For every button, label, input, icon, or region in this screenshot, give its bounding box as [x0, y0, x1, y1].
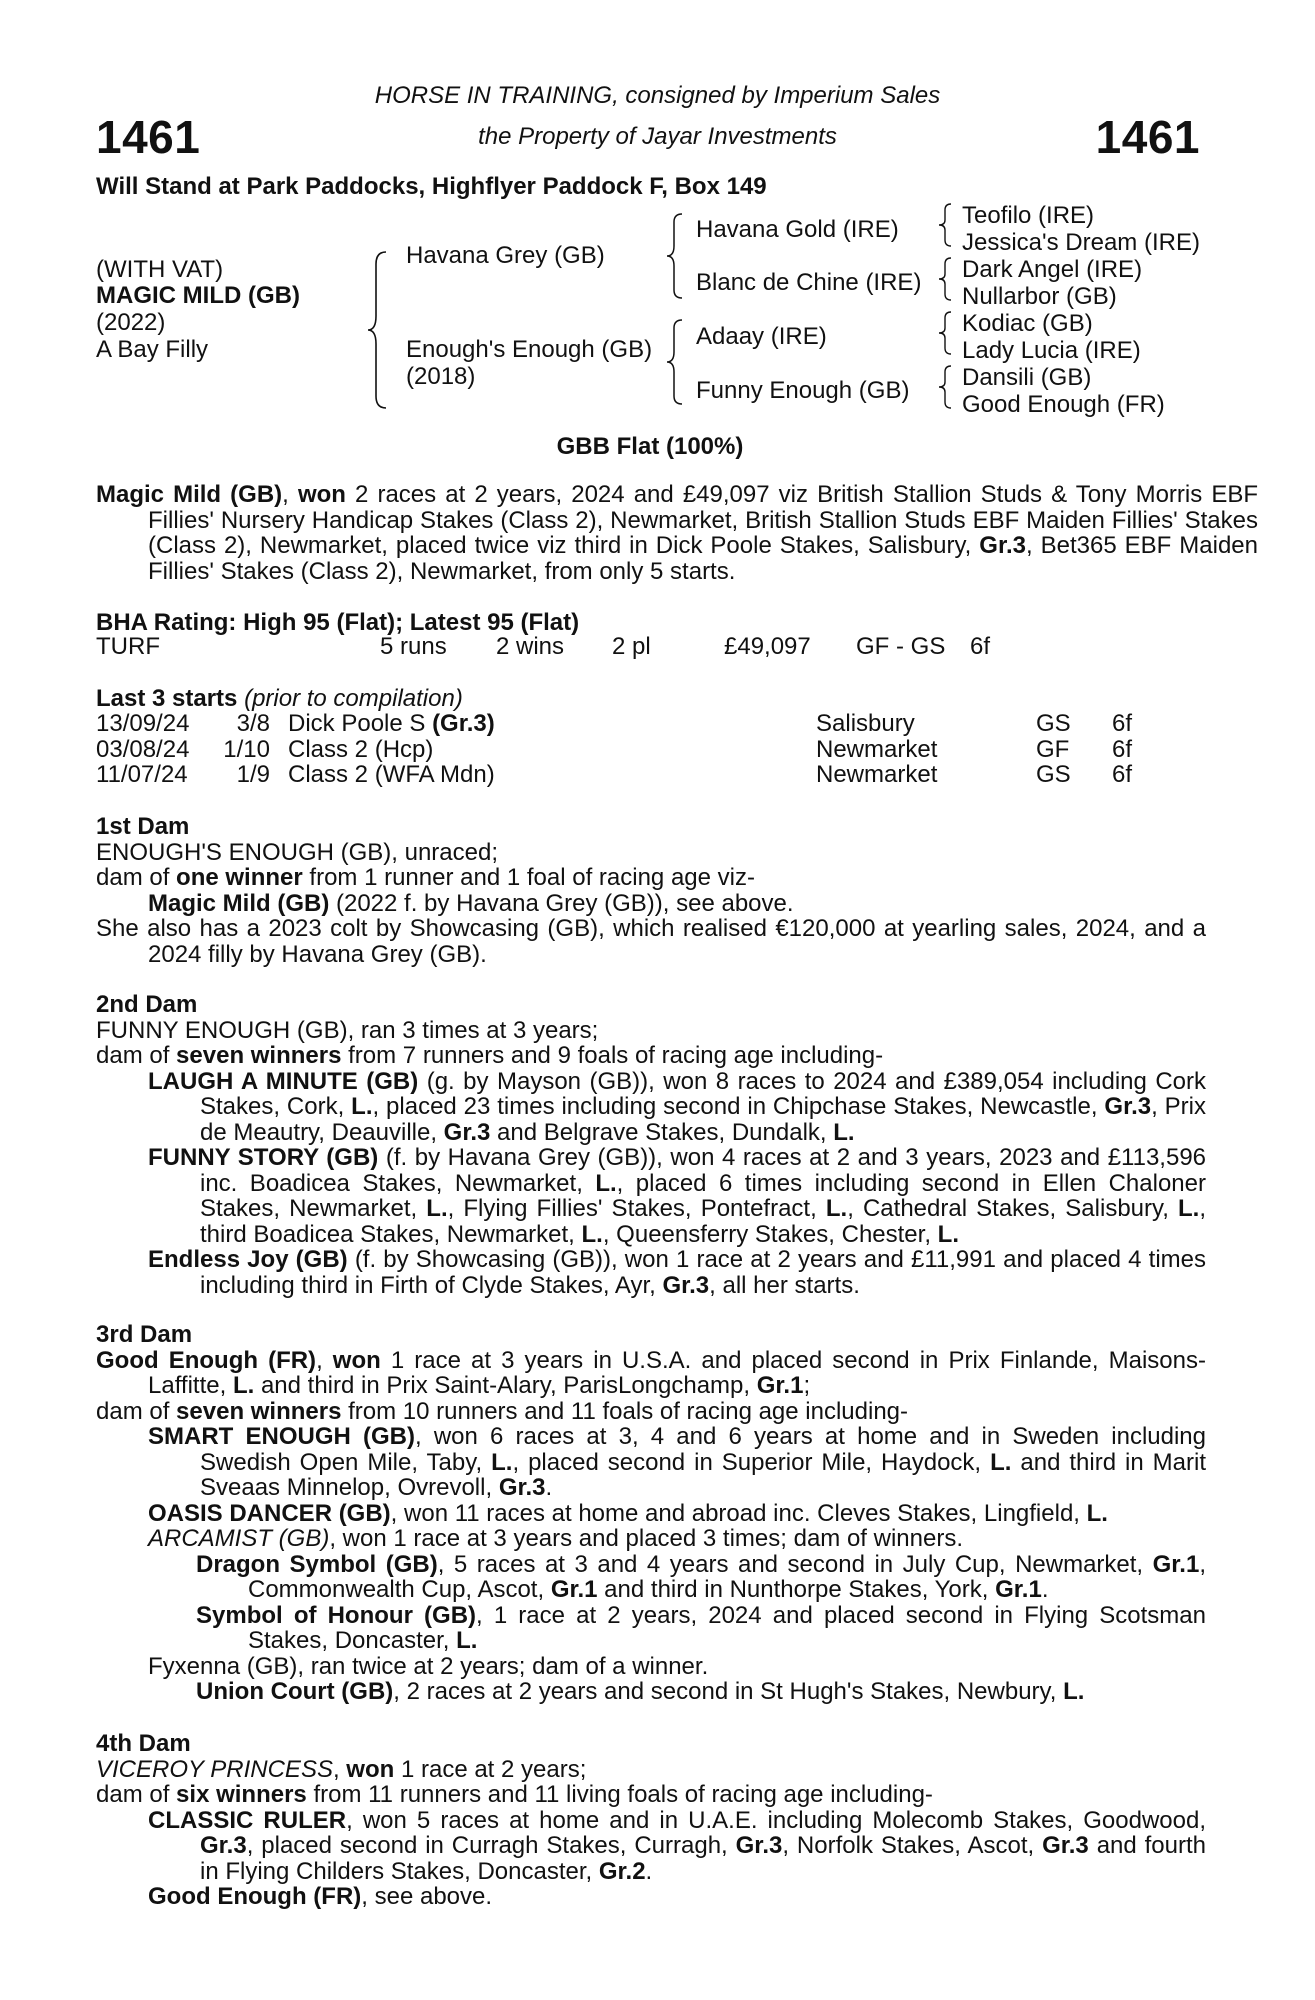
rating-placed: 2 pl	[612, 633, 651, 660]
last3-going-1: GS	[1036, 710, 1071, 737]
vat-label: (WITH VAT)	[96, 256, 224, 283]
first-dam-produce-a: dam of	[96, 864, 177, 891]
last3-dist-1: 6f	[1112, 710, 1133, 737]
lot-number-left: 1461	[96, 111, 201, 163]
entry-text: and third in Nunthorpe Stakes, York,	[597, 1576, 996, 1603]
listed-badge: L.	[232, 1372, 255, 1399]
last3-race-3: Class 2 (WFA Mdn)	[288, 761, 495, 788]
entry-text: , 2 races at 2 years and second in St Hugh's Stakes, Newbury,	[393, 1678, 1064, 1705]
third-dam-line-1	[96, 1348, 1206, 1399]
last3-dist-2: 6f	[1112, 736, 1133, 763]
second-dam-entry-3	[96, 1247, 1206, 1298]
pedigree-dam-sire: Adaay (IRE)	[696, 323, 827, 350]
last3-pos-2: 1/10	[223, 736, 270, 763]
pedigree-bracket-main	[368, 250, 394, 410]
rating-distance: 6f	[970, 633, 991, 660]
listed-badge: L.	[937, 1220, 959, 1248]
fourth-dam-entry-2	[96, 1884, 1206, 1910]
entry-name: Good Enough (FR)	[96, 1346, 317, 1374]
entry-text: , won 5 races at home and in U.A.E. including Molecomb Stakes, Goodwood,	[346, 1806, 1207, 1834]
entry-text: .	[545, 1474, 553, 1501]
gbb-flat: GBB Flat (100%)	[556, 433, 744, 460]
pedigree-g3: Dark Angel (IRE)	[962, 256, 1143, 283]
last3-date-1: 13/09/24	[96, 710, 190, 737]
listed-badge: L.	[1178, 1195, 1200, 1222]
grade-badge: Gr.3	[1104, 1093, 1152, 1120]
won-label: won	[332, 1346, 381, 1374]
entry-name: ARCAMIST (GB)	[148, 1525, 330, 1552]
first-dam-produce-line	[96, 865, 1206, 891]
third-dam-produce-c: from 10 runners and 11 foals of racing age including-	[341, 1397, 909, 1425]
pedigree-bracket-g1	[938, 202, 956, 248]
entry-name: Union Court (GB)	[196, 1678, 394, 1705]
third-dam-entry-4a	[96, 1679, 1206, 1705]
listed-badge: L.	[990, 1448, 1012, 1476]
entry-text: , 5 races at 3 and 4 years and second in July Cup, Newmarket,	[437, 1550, 1153, 1578]
second-dam-section	[96, 992, 1206, 1298]
entry-name: SMART ENOUGH (GB)	[148, 1423, 415, 1450]
third-dam-entry-2	[96, 1501, 1206, 1527]
last3-pos-3: 1/9	[236, 761, 270, 788]
grade-badge: Gr.3	[662, 1271, 710, 1299]
entry-text: , third Boadicea Stakes, Newmarket,	[200, 1195, 1206, 1248]
fourth-dam-line-1	[96, 1757, 1206, 1783]
last3-grade-1: (Gr.3)	[432, 710, 495, 737]
entry-text: , won 11 races at home and abroad inc. Cleves Stakes, Lingfield,	[390, 1499, 1087, 1527]
pedigree-sire: Havana Grey (GB)	[406, 242, 605, 269]
entry-text: , won 6 races at 3, 4 and 6 years at home and in Sweden including Swedish Open Mile, Taby,	[200, 1423, 1207, 1476]
entry-name: OASIS DANCER (GB)	[148, 1499, 391, 1527]
last3-note: (prior to compilation)	[244, 685, 463, 712]
fourth-dam-section	[96, 1731, 1206, 1910]
entry-name: FUNNY STORY (GB)	[148, 1144, 379, 1171]
entry-text: , Commonwealth Cup, Ascot,	[248, 1550, 1206, 1603]
pedigree-g5: Kodiac (GB)	[962, 310, 1093, 337]
entry-name: Dragon Symbol (GB)	[196, 1550, 438, 1578]
last3-dist-3: 6f	[1112, 761, 1133, 788]
first-dam-foal	[96, 891, 1206, 917]
fourth-dam-produce-c: from 11 runners and 11 living foals of racing age including-	[306, 1781, 933, 1808]
last3-race-2: Class 2 (Hcp)	[288, 736, 434, 763]
stand-location: Will Stand at Park Paddocks, Highflyer Paddock F, Box 149	[96, 173, 767, 200]
grade-badge: Gr.1	[995, 1576, 1042, 1603]
horse-name: MAGIC MILD (GB)	[96, 282, 300, 309]
summary-horse-name: Magic Mild (GB)	[96, 481, 283, 508]
listed-badge: L.	[491, 1448, 513, 1476]
pedigree-dam: Enough's Enough (GB)	[406, 336, 653, 363]
second-dam-produce-line	[96, 1043, 1206, 1069]
first-dam-section	[96, 814, 1206, 967]
first-dam-produce-c: from 1 runner and 1 foal of racing age viz-	[302, 864, 755, 891]
entry-text: , placed 6 times including second in Ellen Chaloner Stakes, Newmarket,	[200, 1169, 1206, 1222]
entry-text: .	[1041, 1576, 1049, 1603]
second-dam-heading: 2nd Dam	[96, 991, 198, 1018]
pedigree-bracket-dam	[666, 318, 688, 406]
grade-badge: Gr.2	[598, 1857, 646, 1885]
entry-text: , Prix de Meautry, Deauville,	[200, 1093, 1206, 1146]
pedigree-sire-sire: Havana Gold (IRE)	[696, 216, 899, 243]
entry-text: , Norfolk Stakes, Ascot,	[782, 1832, 1043, 1859]
summary-text-1: 2 races at 2 years, 2024 and £49,097 viz British Stallion Studs & Tony Morris EBF Fillies' Nursery Handicap Stakes (Class 2), Newmarket, British Stallion Studs EBF Maiden Fillies' Stakes (Class 2), Newmarket, placed twice viz third in Dick Poole Stakes, Salisbury,	[148, 481, 1259, 559]
entry-text: ,	[316, 1346, 333, 1374]
entry-name: Good Enough (FR)	[148, 1883, 362, 1910]
pedigree-g2: Jessica's Dream (IRE)	[962, 229, 1200, 256]
entry-text: , Queensferry Stakes, Chester,	[602, 1220, 938, 1248]
rating-wins: 2 wins	[496, 633, 565, 660]
lot-number-right: 1461	[1095, 111, 1200, 163]
grade-badge: Gr.1	[756, 1372, 804, 1399]
pedigree-g1: Teofilo (IRE)	[962, 202, 1095, 229]
listed-badge: L.	[1063, 1678, 1085, 1705]
fourth-dam-entry-1	[96, 1808, 1206, 1885]
entry-text: , placed second in Curragh Stakes, Curragh,	[246, 1832, 736, 1859]
last3-course-1: Salisbury	[816, 710, 915, 737]
entry-name: Symbol of Honour (GB)	[196, 1601, 477, 1629]
second-dam-line-1: FUNNY ENOUGH (GB), ran 3 times at 3 years;	[96, 1016, 599, 1044]
last3-going-3: GS	[1036, 761, 1071, 788]
property-line: the Property of Jayar Investments	[478, 123, 837, 150]
listed-badge: L.	[351, 1093, 373, 1120]
third-dam-entry-3a	[96, 1552, 1206, 1603]
last3-race-name-1: Dick Poole S	[288, 710, 433, 737]
listed-badge: L.	[456, 1627, 478, 1654]
pedigree-bracket-g3	[938, 310, 956, 356]
pedigree-g6: Lady Lucia (IRE)	[962, 337, 1141, 364]
first-dam-line-1: ENOUGH'S ENOUGH (GB), unraced;	[96, 838, 498, 866]
pedigree-g8: Good Enough (FR)	[962, 391, 1165, 418]
pedigree-bracket-g4	[938, 364, 956, 410]
third-dam-entry-1	[96, 1424, 1206, 1501]
listed-badge: L.	[595, 1169, 617, 1197]
horse-description: A Bay Filly	[96, 336, 209, 363]
last3-pos-1: 3/8	[236, 710, 270, 737]
summary-text-2: , Bet365 EBF Maiden Fillies' Stakes (Class 2), Newmarket, from only 5 starts.	[148, 532, 1258, 585]
entry-text: and third in Marit Sveaas Minnelop, Ovrevoll,	[200, 1448, 1206, 1501]
entry-text: , won 1 race at 3 years and placed 3 times; dam of winners.	[329, 1525, 963, 1552]
last3-race-1	[288, 711, 495, 737]
pedigree-sire-dam: Blanc de Chine (IRE)	[696, 269, 922, 296]
grade-badge: Gr.3	[498, 1474, 546, 1501]
entry-text: (f. by Showcasing (GB)), won 1 race at 2 years and £11,991 and placed 4 times including third in Firth of Clyde Stakes, Ayr,	[200, 1246, 1206, 1299]
last3-date-2: 03/08/24	[96, 736, 190, 763]
entry-text: , placed second in Superior Mile, Haydock,	[512, 1448, 991, 1476]
pedigree-bracket-g2	[938, 256, 956, 302]
grade-badge: Gr.1	[550, 1576, 598, 1603]
first-dam-heading: 1st Dam	[96, 813, 190, 840]
fourth-dam-produce-line	[96, 1782, 1206, 1808]
last3-going-2: GF	[1036, 736, 1070, 763]
pedigree-g4: Nullarbor (GB)	[962, 283, 1117, 310]
entry-text: , Cathedral Stakes, Salisbury,	[847, 1195, 1178, 1222]
entry-text: (f. by Havana Grey (GB)), won 4 races at 2 and 3 years, 2023 and £113,596 inc. Boadicea Stakes, Newmarket,	[200, 1144, 1207, 1197]
entry-text: (g. by Mayson (GB)), won 8 races to 2024 and £389,054 including Cork Stakes, Cork,	[200, 1067, 1206, 1120]
first-dam-also: She also has a 2023 colt by Showcasing (GB), which realised €120,000 at yearling sales, 2024, and a 2024 filly by Havana Grey (GB).	[96, 915, 1206, 968]
rating-surface: TURF	[96, 633, 160, 660]
consignor-line: HORSE IN TRAINING, consigned by Imperium Sales	[374, 82, 941, 109]
third-dam-entry-3b	[96, 1603, 1206, 1654]
grade-badge: Gr.3	[735, 1832, 783, 1859]
entry-text: .	[645, 1857, 653, 1885]
rating-earnings: £49,097	[724, 633, 811, 660]
entry-text: , 1 race at 2 years, 2024 and placed second in Flying Scotsman Stakes, Doncaster,	[248, 1601, 1206, 1654]
entry-text: and third in Prix Saint-Alary, ParisLongchamp,	[254, 1372, 757, 1399]
second-dam-produce-a: dam of	[96, 1042, 177, 1069]
entry-text: , see above.	[361, 1883, 493, 1910]
bha-rating-heading: BHA Rating: High 95 (Flat); Latest 95 (Flat)	[96, 609, 580, 636]
grade-badge: Gr.3	[443, 1118, 491, 1146]
third-dam-section	[96, 1322, 1206, 1705]
grade-badge: Gr.3	[1042, 1832, 1089, 1859]
horse-year: (2022)	[96, 309, 166, 336]
entry-name: LAUGH A MINUTE (GB)	[148, 1067, 419, 1095]
rating-runs: 5 runs	[380, 633, 447, 660]
summary-grade: Gr.3	[979, 532, 1026, 559]
third-dam-heading: 3rd Dam	[96, 1321, 193, 1348]
fourth-dam-produce-a: dam of	[96, 1781, 177, 1808]
summary-won: won	[297, 481, 346, 508]
fourth-dam-heading: 4th Dam	[96, 1730, 191, 1757]
pedigree-dam-year: (2018)	[406, 363, 476, 390]
first-dam-foal-name: Magic Mild (GB)	[148, 889, 330, 917]
last3-date-3: 11/07/24	[96, 761, 188, 788]
listed-badge: L.	[825, 1195, 848, 1222]
last3-course-2: Newmarket	[816, 736, 938, 763]
listed-badge: L.	[833, 1118, 855, 1146]
last3-heading: Last 3 starts	[96, 685, 238, 712]
entry-text: ,	[332, 1755, 347, 1783]
listed-badge: L.	[426, 1195, 448, 1222]
listed-badge: L.	[1086, 1499, 1108, 1527]
entry-text: , placed 23 times including second in Chipchase Stakes, Newcastle,	[372, 1093, 1105, 1120]
third-dam-produce-line	[96, 1399, 1206, 1425]
won-label: won	[346, 1755, 395, 1783]
second-dam-entry-2	[96, 1145, 1206, 1247]
entry-text: and fourth in Flying Childers Stakes, Doncaster,	[200, 1832, 1207, 1885]
entry-text: , Flying Fillies' Stakes, Pontefract,	[447, 1195, 826, 1222]
fourth-dam-winners: six winners	[176, 1781, 307, 1808]
entry-name: CLASSIC RULER	[148, 1806, 347, 1834]
last3-course-3: Newmarket	[816, 761, 938, 788]
third-dam-entry-4: Fyxenna (GB), ran twice at 2 years; dam of a winner.	[148, 1652, 709, 1680]
rating-going: GF - GS	[856, 633, 946, 660]
second-dam-produce-c: from 7 runners and 9 foals of racing age including-	[341, 1042, 884, 1069]
pedigree-g7: Dansili (GB)	[962, 364, 1092, 391]
third-dam-produce-a: dam of	[96, 1397, 177, 1425]
last3-heading-line	[96, 686, 463, 712]
second-dam-entry-1	[96, 1069, 1206, 1146]
entry-name: Endless Joy (GB)	[148, 1246, 348, 1273]
grade-badge: Gr.3	[200, 1832, 247, 1859]
pedigree-dam-dam: Funny Enough (GB)	[696, 377, 910, 404]
entry-name: VICEROY PRINCESS	[96, 1755, 333, 1783]
third-dam-winners: seven winners	[176, 1397, 342, 1425]
entry-text: 1 race at 3 years in U.S.A. and placed second in Prix Finlande, Maisons-Laffitte,	[148, 1346, 1206, 1399]
listed-badge: L.	[581, 1220, 603, 1248]
pedigree-bracket-sire	[666, 212, 688, 300]
first-dam-winners: one winner	[176, 864, 303, 891]
entry-text: and Belgrave Stakes, Dundalk,	[490, 1118, 834, 1146]
third-dam-entry-3	[96, 1526, 1206, 1552]
entry-text: ;	[803, 1372, 811, 1399]
grade-badge: Gr.1	[1152, 1550, 1200, 1578]
entry-text: 1 race at 2 years;	[394, 1755, 587, 1783]
first-dam-foal-text: (2022 f. by Havana Grey (GB)), see above.	[329, 889, 794, 917]
entry-text: , all her starts.	[709, 1271, 860, 1299]
second-dam-winners: seven winners	[176, 1042, 342, 1069]
race-summary: Magic Mild (GB), won 2 races at 2 years, 2024 and £49,097 viz British Stallion Studs & Tony Morris EBF Fillies' Nursery Handicap Stakes (Class 2), Newmarket, British Stallion Studs EBF Maiden Fillies' Stakes (Class 2), Newmarket, placed twice viz third in Dick Poole Stakes, Salisbury, Gr.3, Bet365 EBF Maiden Fillies' Stakes (Class 2), Newmarket, from only 5 starts.	[96, 481, 1259, 585]
